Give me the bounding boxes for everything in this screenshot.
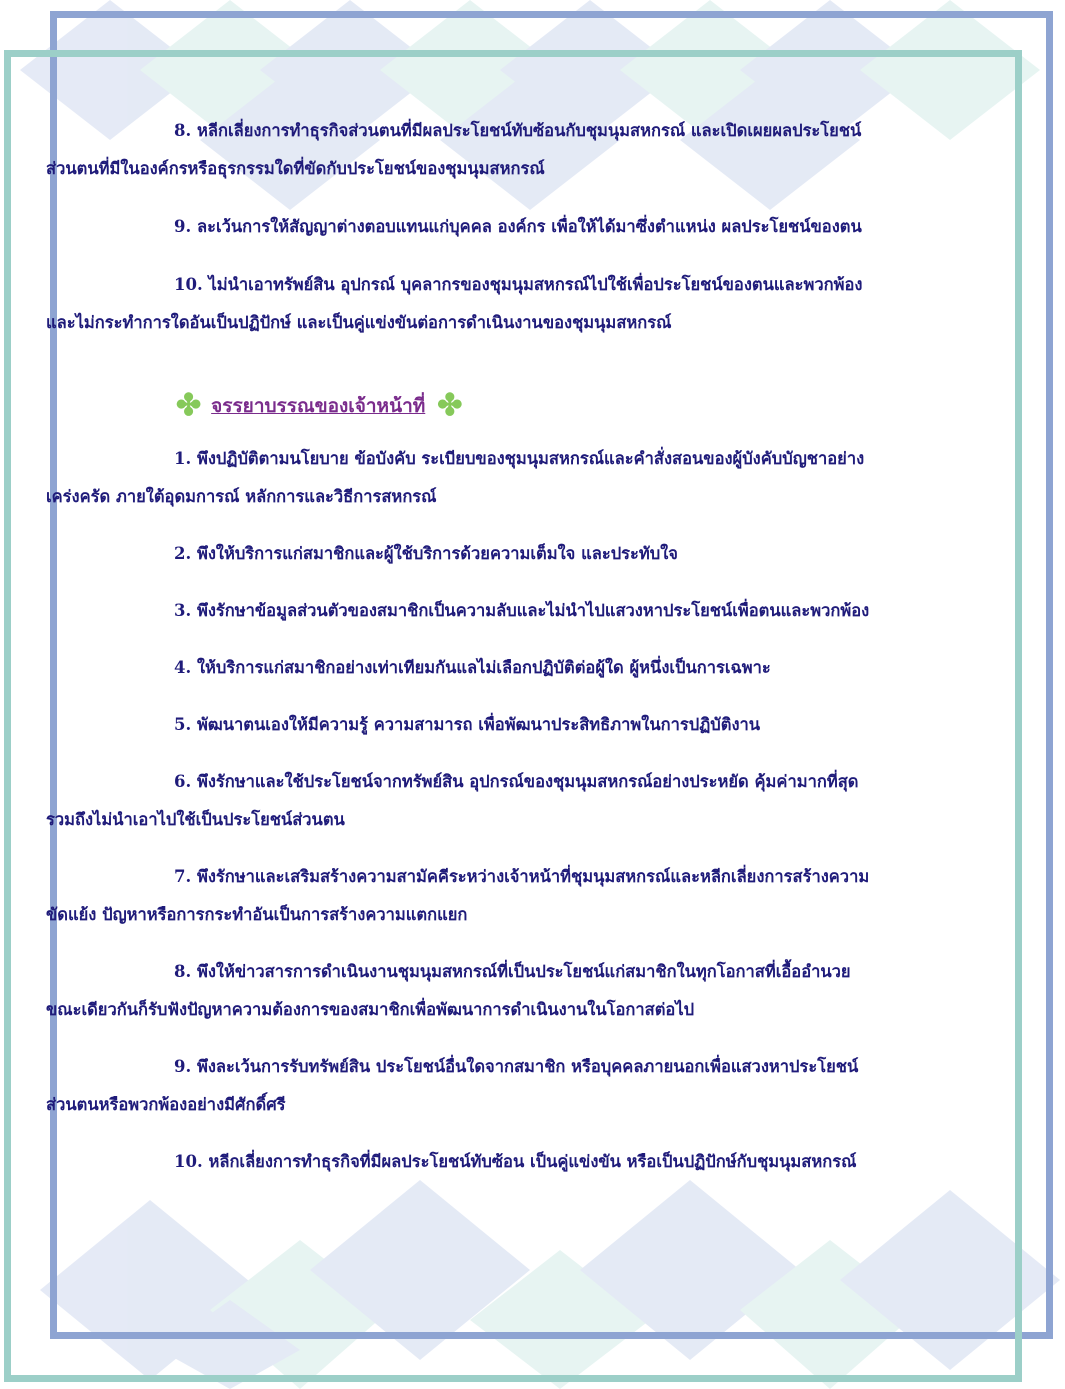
- list-item: 8. หลีกเลี่ยงการทำธุรกิจส่วนตนที่มีผลประโยชน์ทับซ้อนกับชุมนุมสหกรณ์ และเปิดเผยผลประโยชน์ ส่วนตนที่มีในองค์กรหรือธุรกรรมใดที่ขัดกับประโยชน์ของชุมนุมสหกรณ์: [46, 121, 862, 178]
- list-item: 10. หลีกเลี่ยงการทำธุรกิจที่มีผลประโยชน์ทับซ้อน เป็นคู่แข่งขัน หรือเป็นปฏิปักษ์กับชุมนุมสหกรณ์: [174, 1152, 857, 1171]
- section-title: จรรยาบรรณของเจ้าหน้าที่: [211, 395, 426, 417]
- list-item: 2. พึงให้บริการแก่สมาชิกและผู้ใช้บริการด้วยความเต็มใจ และประทับใจ: [174, 544, 678, 563]
- list-item: 7. พึงรักษาและเสริมสร้างความสามัคคีระหว่างเจ้าหน้าที่ชุมนุมสหกรณ์และหลีกเลี่ยงการสร้างความ ขัดแย้ง ปัญหาหรือการกระทำอันเป็นการสร้างความแตกแยก: [46, 867, 870, 924]
- list-item: 4. ให้บริการแก่สมาชิกอย่างเท่าเทียมกันแลไม่เลือกปฏิบัติต่อผู้ใด ผู้หนึ่งเป็นการเฉพาะ: [174, 658, 771, 677]
- list-item: 6. พึงรักษาและใช้ประโยชน์จากทรัพย์สิน อุปกรณ์ของชุมนุมสหกรณ์อย่างประหยัด คุ้มค่ามากที่สุด รวมถึงไม่นำเอาไปใช้เป็นประโยชน์ส่วนตน: [46, 772, 859, 829]
- list-item: 3. พึงรักษาข้อมูลส่วนตัวของสมาชิกเป็นความลับและไม่นำไปแสวงหาประโยชน์เพื่อตนและพวกพ้อง: [174, 601, 870, 620]
- clover-flower-icon: ✤: [176, 388, 202, 423]
- clover-flower-icon: ✤: [437, 388, 463, 423]
- section-heading: [176, 386, 965, 426]
- list-item: 9. พึงละเว้นการรับทรัพย์สิน ประโยชน์อื่นใดจากสมาชิก หรือบุคคลภายนอกเพื่อแสวงหาประโยชน์ ส่วนตนหรือพวกพ้องอย่างมีศักดิ์ศรี: [46, 1057, 859, 1114]
- document-body: [46, 112, 965, 1181]
- list-item: 5. พัฒนาตนเองให้มีความรู้ ความสามารถ เพื่อพัฒนาประสิทธิภาพในการปฏิบัติงาน: [174, 715, 761, 734]
- list-item: 10. ไม่นำเอาทรัพย์สิน อุปกรณ์ บุคลากรของชุมนุมสหกรณ์ไปใช้เพื่อประโยชน์ของตนและพวกพ้อง และไม่กระทำการใดอันเป็นปฏิปักษ์ และเป็นคู่แข่งขันต่อการดำเนินงานของชุมนุมสหกรณ์: [46, 275, 863, 332]
- list-item: 9. ละเว้นการให้สัญญาต่างตอบแทนแก่บุคคล องค์กร เพื่อให้ได้มาซึ่งตำแหน่ง ผลประโยชน์ของตน: [174, 217, 862, 236]
- list-item: 1. พึงปฏิบัติตามนโยบาย ข้อบังคับ ระเบียบของชุมนุมสหกรณ์และคำสั่งสอนของผู้บังคับบัญชาอย่าง เคร่งครัด ภายใต้อุดมการณ์ หลักการและวิธีการสหกรณ์: [46, 449, 865, 506]
- list-item: 8. พึงให้ข่าวสารการดำเนินงานชุมนุมสหกรณ์ที่เป็นประโยชน์แก่สมาชิกในทุกโอกาสที่เอื้ออำนวย ขณะเดียวกันก็รับฟังปัญหาความต้องการของสมาชิกเพื่อพัฒนาการดำเนินงานในโอกาสต่อไป: [46, 962, 851, 1019]
